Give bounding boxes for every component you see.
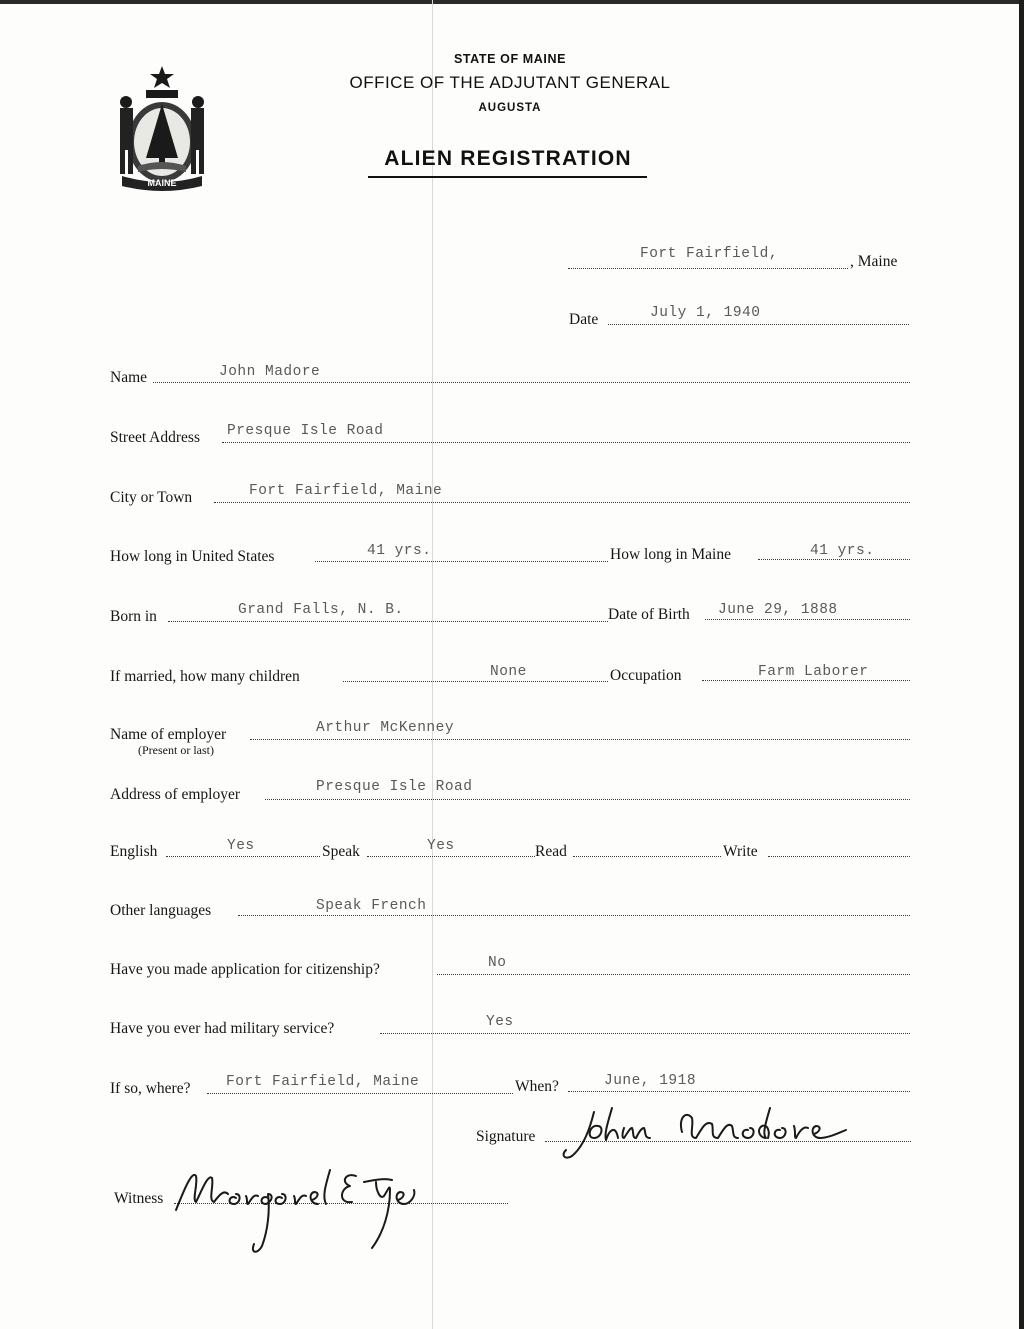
date-value: July 1, 1940 bbox=[650, 305, 761, 321]
us-time-label: How long in United States bbox=[110, 548, 275, 565]
dob-line bbox=[705, 619, 910, 620]
us-time-value: 41 yrs. bbox=[367, 543, 432, 559]
scan-edge-top bbox=[0, 0, 1024, 4]
military-when-value: June, 1918 bbox=[604, 1073, 697, 1089]
employer-value: Arthur McKenney bbox=[316, 720, 455, 736]
employer-address-line bbox=[265, 799, 910, 800]
speak-line bbox=[367, 856, 535, 857]
other-languages-label: Other languages bbox=[110, 902, 212, 919]
employer-line bbox=[250, 739, 910, 740]
witness-label: Witness bbox=[114, 1190, 164, 1207]
read-label: Read bbox=[535, 843, 567, 860]
other-languages-line bbox=[238, 915, 910, 916]
us-time-line bbox=[315, 561, 608, 562]
citizenship-line bbox=[437, 974, 910, 975]
born-line bbox=[168, 621, 608, 622]
military-where-label: If so, where? bbox=[110, 1080, 191, 1097]
english-value: Yes bbox=[227, 838, 255, 854]
born-label: Born in bbox=[110, 608, 157, 625]
header-city: AUGUSTA bbox=[478, 102, 542, 114]
seal-text: MAINE bbox=[147, 178, 177, 188]
occupation-value: Farm Laborer bbox=[758, 664, 869, 680]
paper-fold-line bbox=[432, 0, 433, 1329]
employer-address-value: Presque Isle Road bbox=[316, 779, 473, 795]
employer-label: Name of employer bbox=[110, 726, 227, 743]
occupation-line bbox=[702, 680, 910, 681]
military-when-label: When? bbox=[515, 1078, 559, 1095]
title-underline bbox=[368, 176, 647, 178]
maine-time-line bbox=[758, 559, 910, 560]
military-label: Have you ever had military service? bbox=[110, 1020, 335, 1037]
name-value: John Madore bbox=[219, 364, 321, 380]
place-line bbox=[568, 268, 848, 269]
military-value: Yes bbox=[486, 1014, 514, 1030]
employer-sublabel: (Present or last) bbox=[138, 743, 214, 757]
speak-value: Yes bbox=[427, 838, 455, 854]
signature-handwriting bbox=[556, 1098, 856, 1168]
street-value: Presque Isle Road bbox=[227, 423, 384, 439]
write-line bbox=[768, 856, 910, 857]
speak-label: Speak bbox=[322, 843, 360, 860]
name-line bbox=[153, 382, 910, 383]
military-when-line bbox=[568, 1091, 910, 1092]
born-value: Grand Falls, N. B. bbox=[238, 602, 404, 618]
citizenship-value: No bbox=[488, 955, 507, 971]
city-value: Fort Fairfield, Maine bbox=[249, 483, 443, 499]
city-line bbox=[214, 502, 910, 503]
children-line bbox=[343, 681, 608, 682]
city-label: City or Town bbox=[110, 489, 193, 506]
signature-label: Signature bbox=[476, 1128, 536, 1145]
place-value: Fort Fairfield, bbox=[640, 246, 779, 262]
dob-value: June 29, 1888 bbox=[718, 602, 838, 618]
occupation-label: Occupation bbox=[610, 667, 682, 684]
children-label: If married, how many children bbox=[110, 668, 300, 685]
citizenship-label: Have you made application for citizenship? bbox=[110, 961, 380, 978]
employer-address-label: Address of employer bbox=[110, 786, 240, 803]
military-line bbox=[380, 1033, 910, 1034]
read-line bbox=[573, 856, 721, 857]
date-line bbox=[608, 324, 909, 325]
military-where-line bbox=[207, 1093, 513, 1094]
name-label: Name bbox=[110, 369, 148, 386]
street-line bbox=[222, 442, 910, 443]
children-value: None bbox=[490, 664, 527, 680]
other-languages-value: Speak French bbox=[316, 898, 427, 914]
maine-time-label: How long in Maine bbox=[610, 546, 731, 563]
dob-label: Date of Birth bbox=[608, 606, 690, 623]
english-label: English bbox=[110, 843, 158, 860]
english-line bbox=[166, 856, 320, 857]
maine-time-value: 41 yrs. bbox=[810, 543, 875, 559]
witness-handwriting bbox=[170, 1160, 430, 1260]
scan-edge-right bbox=[1019, 0, 1024, 1329]
date-label: Date bbox=[569, 311, 599, 328]
place-suffix: , Maine bbox=[850, 253, 898, 270]
military-where-value: Fort Fairfield, Maine bbox=[226, 1074, 420, 1090]
write-label: Write bbox=[723, 843, 758, 860]
form-title: ALIEN REGISTRATION bbox=[384, 147, 632, 170]
street-label: Street Address bbox=[110, 429, 200, 446]
header-office: OFFICE OF THE ADJUTANT GENERAL bbox=[349, 73, 671, 92]
header-state: STATE OF MAINE bbox=[453, 52, 567, 66]
